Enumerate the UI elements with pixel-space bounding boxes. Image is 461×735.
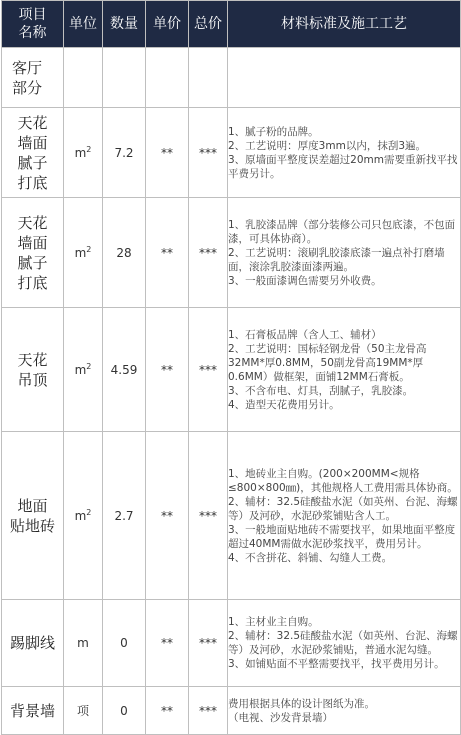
description-line: 4、造型天花费用另计。 xyxy=(228,398,340,411)
description-line: 4、不含拼花、斜铺、勾缝人工费。 xyxy=(228,551,393,564)
item-description xyxy=(228,108,461,198)
section-empty-desc xyxy=(228,48,461,108)
item-unit xyxy=(64,198,103,308)
table-row xyxy=(2,600,461,687)
unit-base: m xyxy=(74,363,87,377)
item-unit xyxy=(64,308,103,432)
header-qty: 数量 xyxy=(103,1,146,48)
header-name xyxy=(2,1,64,48)
item-description xyxy=(228,600,461,687)
header-name-text: 项目 名称 xyxy=(18,7,47,41)
item-quantity: 2.7 xyxy=(103,432,146,600)
item-total-price: *** xyxy=(189,198,228,308)
section-row xyxy=(2,48,461,108)
item-total-price: *** xyxy=(189,308,228,432)
item-name: 地面 贴地砖 xyxy=(2,432,64,600)
item-quantity: 7.2 xyxy=(103,108,146,198)
quote-table xyxy=(1,0,461,735)
description-line: 3、不含布电、灯具，刮腻子，乳胶漆。 xyxy=(228,384,414,397)
description-line: （电视、沙发背景墙） xyxy=(228,711,333,724)
unit-superscript: 2 xyxy=(86,508,92,517)
section-title: 客厅 部分 xyxy=(2,48,64,108)
header-desc: 材料标准及施工工艺 xyxy=(228,1,461,48)
description-line: 1、地砖业主自购。(200×200MM<规格≤800×800㎜)，其他规格人工费用需具体协商。 xyxy=(228,467,458,494)
item-unit-price: ** xyxy=(146,687,189,735)
item-total-price: *** xyxy=(189,432,228,600)
description-line: 2、工艺说明：滚刷乳胶漆底漆一遍点补打磨墙面，滚涂乳胶漆面漆两遍。 xyxy=(228,246,445,273)
unit-base: m xyxy=(74,146,87,160)
item-total-price: *** xyxy=(189,600,228,687)
item-unit xyxy=(64,432,103,600)
item-total-price: *** xyxy=(189,108,228,198)
item-unit-price: ** xyxy=(146,308,189,432)
unit-base: 项 xyxy=(76,704,89,718)
item-name: 天花 墙面 腻子 打底 xyxy=(2,198,64,308)
description-line: 3、一般面漆调色需要另外收费。 xyxy=(228,274,382,287)
header-row xyxy=(2,1,461,48)
description-line: 1、主材业主自购。 xyxy=(228,616,319,628)
description-line: 3、原墙面平整度误差超过20mm需要重新找平找平费另计。 xyxy=(228,153,458,180)
item-unit xyxy=(64,108,103,198)
item-name: 背景墙 xyxy=(2,687,64,735)
item-unit-price: ** xyxy=(146,108,189,198)
header-total: 总价 xyxy=(189,1,228,48)
description-line: 2、辅材：32.5硅酸盐水泥（如英州、台泥、海螺等）及河砂，水泥砂浆铺贴，普通水泥勾缝。 xyxy=(228,630,458,656)
item-unit xyxy=(64,600,103,687)
section-empty-qty xyxy=(103,48,146,108)
unit-superscript: 2 xyxy=(86,145,92,154)
description-line: 费用根据具体的设计图纸为准。 xyxy=(228,697,375,710)
description-line: 3、如铺贴面不平整需要找平，找平费用另计。 xyxy=(228,658,445,670)
item-quantity: 0 xyxy=(103,687,146,735)
item-name: 踢脚线 xyxy=(2,600,64,687)
item-unit-price: ** xyxy=(146,432,189,600)
table-row xyxy=(2,198,461,308)
item-description xyxy=(228,308,461,432)
description-line: 3、一般地面贴地砖不需要找平，如果地面平整度超过40MM需做水泥砂浆找平，费用另计。 xyxy=(228,523,456,550)
item-unit-price: ** xyxy=(146,600,189,687)
description-line: 1、乳胶漆品牌（部分装修公司只包底漆，不包面漆，可具体协商）。 xyxy=(228,218,456,245)
unit-base: m xyxy=(74,509,87,523)
item-total-price: *** xyxy=(189,687,228,735)
unit-superscript: 2 xyxy=(86,362,92,371)
description-line: 1、腻子粉的品牌。 xyxy=(228,125,319,138)
section-empty-total xyxy=(189,48,228,108)
description-line: 2、工艺说明：厚度3mm以内，抹刮3遍。 xyxy=(228,139,426,152)
unit-base: m xyxy=(77,636,89,650)
item-quantity: 0 xyxy=(103,600,146,687)
section-empty-unit xyxy=(64,48,103,108)
header-unit: 单位 xyxy=(64,1,103,48)
unit-base: m xyxy=(74,246,87,260)
item-unit-price: ** xyxy=(146,198,189,308)
unit-superscript: 2 xyxy=(86,245,92,254)
item-quantity: 28 xyxy=(103,198,146,308)
table-row xyxy=(2,432,461,600)
item-name: 天花 吊顶 xyxy=(2,308,64,432)
item-quantity: 4.59 xyxy=(103,308,146,432)
item-unit xyxy=(64,687,103,735)
description-line: 1、石膏板品牌（含人工、辅材） xyxy=(228,328,382,341)
description-line: 2、辅材：32.5硅酸盐水泥（如英州、台泥、海螺等）及河砂，水泥砂浆铺贴含人工。 xyxy=(228,495,458,522)
header-price: 单价 xyxy=(146,1,189,48)
item-description xyxy=(228,687,461,735)
item-name: 天花 墙面 腻子 打底 xyxy=(2,108,64,198)
table-row xyxy=(2,687,461,735)
table-row xyxy=(2,308,461,432)
item-description xyxy=(228,198,461,308)
section-empty-price xyxy=(146,48,189,108)
table-row xyxy=(2,108,461,198)
description-line: 2、工艺说明：国标轻钢龙骨（50主龙骨高32MM*厚0.8MM，50副龙骨高19MM*厚0.6MM）做框架，面铺12MM石膏板。 xyxy=(228,342,427,383)
item-description xyxy=(228,432,461,600)
